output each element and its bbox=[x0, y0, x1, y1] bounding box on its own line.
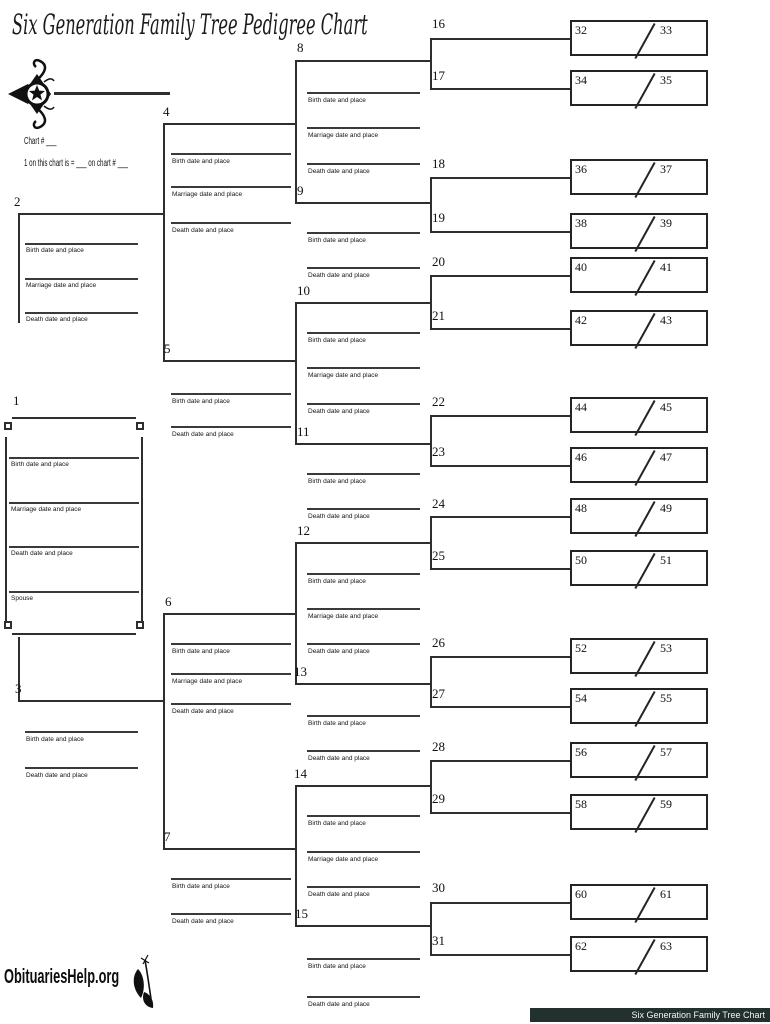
death-label: Death date and place bbox=[308, 891, 370, 898]
birth-label: Birth date and place bbox=[172, 883, 230, 890]
bracket-connector bbox=[18, 213, 163, 323]
birth-label: Birth date and place bbox=[308, 820, 366, 827]
death-label: Death date and place bbox=[172, 227, 234, 234]
birth-label: Birth date and place bbox=[172, 398, 230, 405]
ancestor-pair-box bbox=[570, 310, 708, 346]
write-in-line bbox=[25, 243, 138, 245]
marriage-label: Marriage date and place bbox=[308, 372, 379, 379]
write-in-line bbox=[25, 731, 138, 733]
write-in-line bbox=[171, 186, 291, 188]
marriage-label: Marriage date and place bbox=[308, 613, 379, 620]
ancestor-pair-box bbox=[570, 447, 708, 483]
write-in-line bbox=[25, 767, 138, 769]
ancestor-number: 16 bbox=[432, 16, 445, 31]
ancestor-number: 62 bbox=[575, 939, 587, 953]
ornament-rule-line bbox=[54, 92, 170, 95]
ancestor-number: 50 bbox=[575, 553, 587, 567]
birth-label: Birth date and place bbox=[308, 337, 366, 344]
ancestor-number: 22 bbox=[432, 394, 445, 409]
person-number: 6 bbox=[165, 594, 172, 609]
birth-label: Birth date and place bbox=[308, 963, 366, 970]
slash-divider bbox=[634, 73, 655, 109]
death-label: Death date and place bbox=[308, 1001, 370, 1008]
ancestor-number: 20 bbox=[432, 254, 445, 269]
death-label: Death date and place bbox=[308, 272, 370, 279]
write-in-line bbox=[307, 332, 420, 334]
person1-box-bottom bbox=[12, 633, 136, 635]
person-number: 1 bbox=[13, 393, 20, 408]
slash-divider bbox=[634, 313, 655, 349]
write-in-line bbox=[307, 996, 420, 998]
ancestor-number: 42 bbox=[575, 313, 587, 327]
person-number: 13 bbox=[294, 664, 307, 679]
ancestor-number: 28 bbox=[432, 739, 445, 754]
ancestor-pair-box bbox=[570, 257, 708, 293]
birth-label: Birth date and place bbox=[308, 578, 366, 585]
ancestor-number: 17 bbox=[432, 68, 445, 83]
write-in-line bbox=[171, 393, 291, 395]
bracket-connector bbox=[430, 656, 570, 708]
corner-ornament-icon bbox=[4, 621, 12, 629]
marriage-label: Marriage date and place bbox=[11, 506, 82, 513]
death-label: Death date and place bbox=[308, 408, 370, 415]
corner-ornament-icon bbox=[136, 422, 144, 430]
slash-divider bbox=[634, 797, 655, 833]
ancestor-number: 38 bbox=[575, 216, 587, 230]
slash-divider bbox=[634, 23, 655, 59]
ancestor-pair-box bbox=[570, 688, 708, 724]
person-number: 12 bbox=[297, 523, 310, 538]
ancestor-number: 44 bbox=[575, 400, 587, 414]
birth-label: Birth date and place bbox=[26, 736, 84, 743]
person-number: 15 bbox=[295, 906, 308, 921]
ancestor-number: 46 bbox=[575, 450, 587, 464]
ancestor-number: 29 bbox=[432, 791, 445, 806]
marriage-label: Marriage date and place bbox=[172, 191, 243, 198]
quill-leaf-icon bbox=[131, 951, 159, 1011]
ancestor-number: 54 bbox=[575, 691, 587, 705]
ancestor-number: 35 bbox=[660, 73, 672, 87]
person-number: 10 bbox=[297, 283, 310, 298]
ancestor-number: 27 bbox=[432, 686, 445, 701]
death-label: Death date and place bbox=[308, 648, 370, 655]
write-in-line bbox=[307, 267, 420, 269]
write-in-line bbox=[307, 403, 420, 405]
ancestor-number: 25 bbox=[432, 548, 445, 563]
bracket-connector bbox=[430, 516, 570, 570]
ancestor-pair-box bbox=[570, 213, 708, 249]
death-label: Death date and place bbox=[308, 513, 370, 520]
bracket-connector bbox=[430, 38, 570, 90]
slash-divider bbox=[634, 745, 655, 781]
chart-number-field: Chart # ___ bbox=[24, 136, 57, 147]
slash-divider bbox=[634, 260, 655, 296]
write-in-line bbox=[307, 163, 420, 165]
marriage-label: Marriage date and place bbox=[308, 132, 379, 139]
page-title: Six Generation Family Tree Pedigree Chart bbox=[12, 8, 368, 41]
slash-divider bbox=[634, 216, 655, 252]
death-label: Death date and place bbox=[26, 316, 88, 323]
person-number: 7 bbox=[164, 829, 171, 844]
bracket-connector bbox=[430, 760, 570, 814]
slash-divider bbox=[634, 400, 655, 436]
birth-label: Birth date and place bbox=[26, 247, 84, 254]
ancestor-number: 41 bbox=[660, 260, 672, 274]
birth-label: Birth date and place bbox=[172, 158, 230, 165]
bracket-connector bbox=[430, 902, 570, 956]
ancestor-number: 19 bbox=[432, 210, 445, 225]
write-in-line bbox=[171, 426, 291, 428]
ancestor-number: 30 bbox=[432, 880, 445, 895]
write-in-line bbox=[307, 643, 420, 645]
name-line bbox=[18, 700, 163, 702]
ancestor-number: 56 bbox=[575, 745, 587, 759]
ancestor-pair-box bbox=[570, 936, 708, 972]
ancestor-pair-box bbox=[570, 742, 708, 778]
ancestor-number: 32 bbox=[575, 23, 587, 37]
write-in-line bbox=[171, 643, 291, 645]
ancestor-pair-box bbox=[570, 159, 708, 195]
write-in-line bbox=[307, 127, 420, 129]
compass-ornament-icon bbox=[6, 56, 60, 136]
bracket-connector bbox=[430, 177, 570, 233]
slash-divider bbox=[634, 939, 655, 975]
ancestor-pair-box bbox=[570, 794, 708, 830]
write-in-line bbox=[307, 92, 420, 94]
write-in-line bbox=[307, 815, 420, 817]
ancestor-number: 48 bbox=[575, 501, 587, 515]
death-label: Death date and place bbox=[308, 168, 370, 175]
marriage-label: Marriage date and place bbox=[308, 856, 379, 863]
slash-divider bbox=[634, 691, 655, 727]
person1-box-right bbox=[141, 437, 143, 623]
ancestor-number: 63 bbox=[660, 939, 672, 953]
ancestor-number: 37 bbox=[660, 162, 672, 176]
ancestor-number: 59 bbox=[660, 797, 672, 811]
corner-ornament-icon bbox=[136, 621, 144, 629]
write-in-line bbox=[307, 367, 420, 369]
logo-text: ObituariesHelp.org bbox=[4, 966, 120, 988]
person-number: 8 bbox=[297, 40, 304, 55]
ancestor-pair-box bbox=[570, 638, 708, 674]
ancestor-number: 51 bbox=[660, 553, 672, 567]
write-in-line bbox=[307, 750, 420, 752]
write-in-line bbox=[171, 153, 291, 155]
write-in-line bbox=[307, 886, 420, 888]
ancestor-number: 18 bbox=[432, 156, 445, 171]
death-label: Death date and place bbox=[172, 708, 234, 715]
write-in-line bbox=[307, 608, 420, 610]
birth-label: Birth date and place bbox=[172, 648, 230, 655]
ancestor-number: 24 bbox=[432, 496, 445, 511]
person-number: 2 bbox=[14, 194, 21, 209]
ancestor-number: 58 bbox=[575, 797, 587, 811]
marriage-label: Marriage date and place bbox=[26, 282, 97, 289]
ancestor-number: 61 bbox=[660, 887, 672, 901]
write-in-line bbox=[307, 508, 420, 510]
ancestor-number: 53 bbox=[660, 641, 672, 655]
write-in-line bbox=[9, 457, 139, 459]
ancestor-pair-box bbox=[570, 550, 708, 586]
person1-box-top bbox=[12, 417, 136, 419]
write-in-line bbox=[171, 703, 291, 705]
ancestor-number: 60 bbox=[575, 887, 587, 901]
birth-label: Birth date and place bbox=[308, 478, 366, 485]
ancestor-number: 34 bbox=[575, 73, 587, 87]
write-in-line bbox=[9, 591, 139, 593]
death-label: Death date and place bbox=[172, 918, 234, 925]
birth-label: Birth date and place bbox=[308, 720, 366, 727]
write-in-line bbox=[25, 312, 138, 314]
ancestor-number: 31 bbox=[432, 933, 445, 948]
slash-divider bbox=[634, 501, 655, 537]
person-number: 9 bbox=[297, 183, 304, 198]
ancestor-number: 49 bbox=[660, 501, 672, 515]
write-in-line bbox=[307, 473, 420, 475]
person-number: 5 bbox=[164, 341, 171, 356]
ancestor-pair-box bbox=[570, 20, 708, 56]
ancestor-pair-box bbox=[570, 498, 708, 534]
birth-label: Birth date and place bbox=[308, 237, 366, 244]
person-number: 11 bbox=[297, 424, 310, 439]
slash-divider bbox=[634, 641, 655, 677]
ancestor-number: 43 bbox=[660, 313, 672, 327]
death-label: Death date and place bbox=[11, 550, 73, 557]
person-number: 14 bbox=[294, 766, 307, 781]
write-in-line bbox=[171, 673, 291, 675]
write-in-line bbox=[307, 851, 420, 853]
write-in-line bbox=[171, 878, 291, 880]
ancestor-number: 45 bbox=[660, 400, 672, 414]
person1-box-left bbox=[5, 437, 7, 623]
death-label: Death date and place bbox=[26, 772, 88, 779]
ancestor-number: 57 bbox=[660, 745, 672, 759]
ancestor-number: 55 bbox=[660, 691, 672, 705]
ancestor-number: 52 bbox=[575, 641, 587, 655]
ancestor-number: 26 bbox=[432, 635, 445, 650]
write-in-line bbox=[307, 232, 420, 234]
death-label: Death date and place bbox=[172, 431, 234, 438]
ancestor-number: 47 bbox=[660, 450, 672, 464]
write-in-line bbox=[25, 278, 138, 280]
bracket-connector bbox=[430, 415, 570, 467]
write-in-line bbox=[307, 573, 420, 575]
ancestor-number: 21 bbox=[432, 308, 445, 323]
slash-divider bbox=[634, 553, 655, 589]
ancestor-number: 36 bbox=[575, 162, 587, 176]
marriage-label: Marriage date and place bbox=[172, 678, 243, 685]
ancestor-number: 40 bbox=[575, 260, 587, 274]
birth-label: Birth date and place bbox=[308, 97, 366, 104]
write-in-line bbox=[171, 913, 291, 915]
slash-divider bbox=[634, 887, 655, 923]
slash-divider bbox=[634, 162, 655, 198]
ancestor-pair-box bbox=[570, 397, 708, 433]
ancestor-pair-box bbox=[570, 70, 708, 106]
spouse-label: Spouse bbox=[11, 595, 34, 602]
ancestor-number: 33 bbox=[660, 23, 672, 37]
ancestor-pair-box bbox=[570, 884, 708, 920]
death-label: Death date and place bbox=[308, 755, 370, 762]
footer-bar: Six Generation Family Tree Chart bbox=[530, 1008, 770, 1022]
ancestor-number: 39 bbox=[660, 216, 672, 230]
write-in-line bbox=[307, 958, 420, 960]
bracket-connector bbox=[430, 275, 570, 330]
write-in-line bbox=[307, 715, 420, 717]
slash-divider bbox=[634, 450, 655, 486]
ancestor-number: 23 bbox=[432, 444, 445, 459]
person-number: 3 bbox=[15, 681, 22, 696]
person-number: 4 bbox=[163, 104, 170, 119]
write-in-line bbox=[9, 546, 139, 548]
write-in-line bbox=[171, 222, 291, 224]
birth-label: Birth date and place bbox=[11, 461, 69, 468]
chart-reference-field: 1 on this chart is = ___ on chart # ___ bbox=[24, 158, 128, 169]
corner-ornament-icon bbox=[4, 422, 12, 430]
write-in-line bbox=[9, 502, 139, 504]
